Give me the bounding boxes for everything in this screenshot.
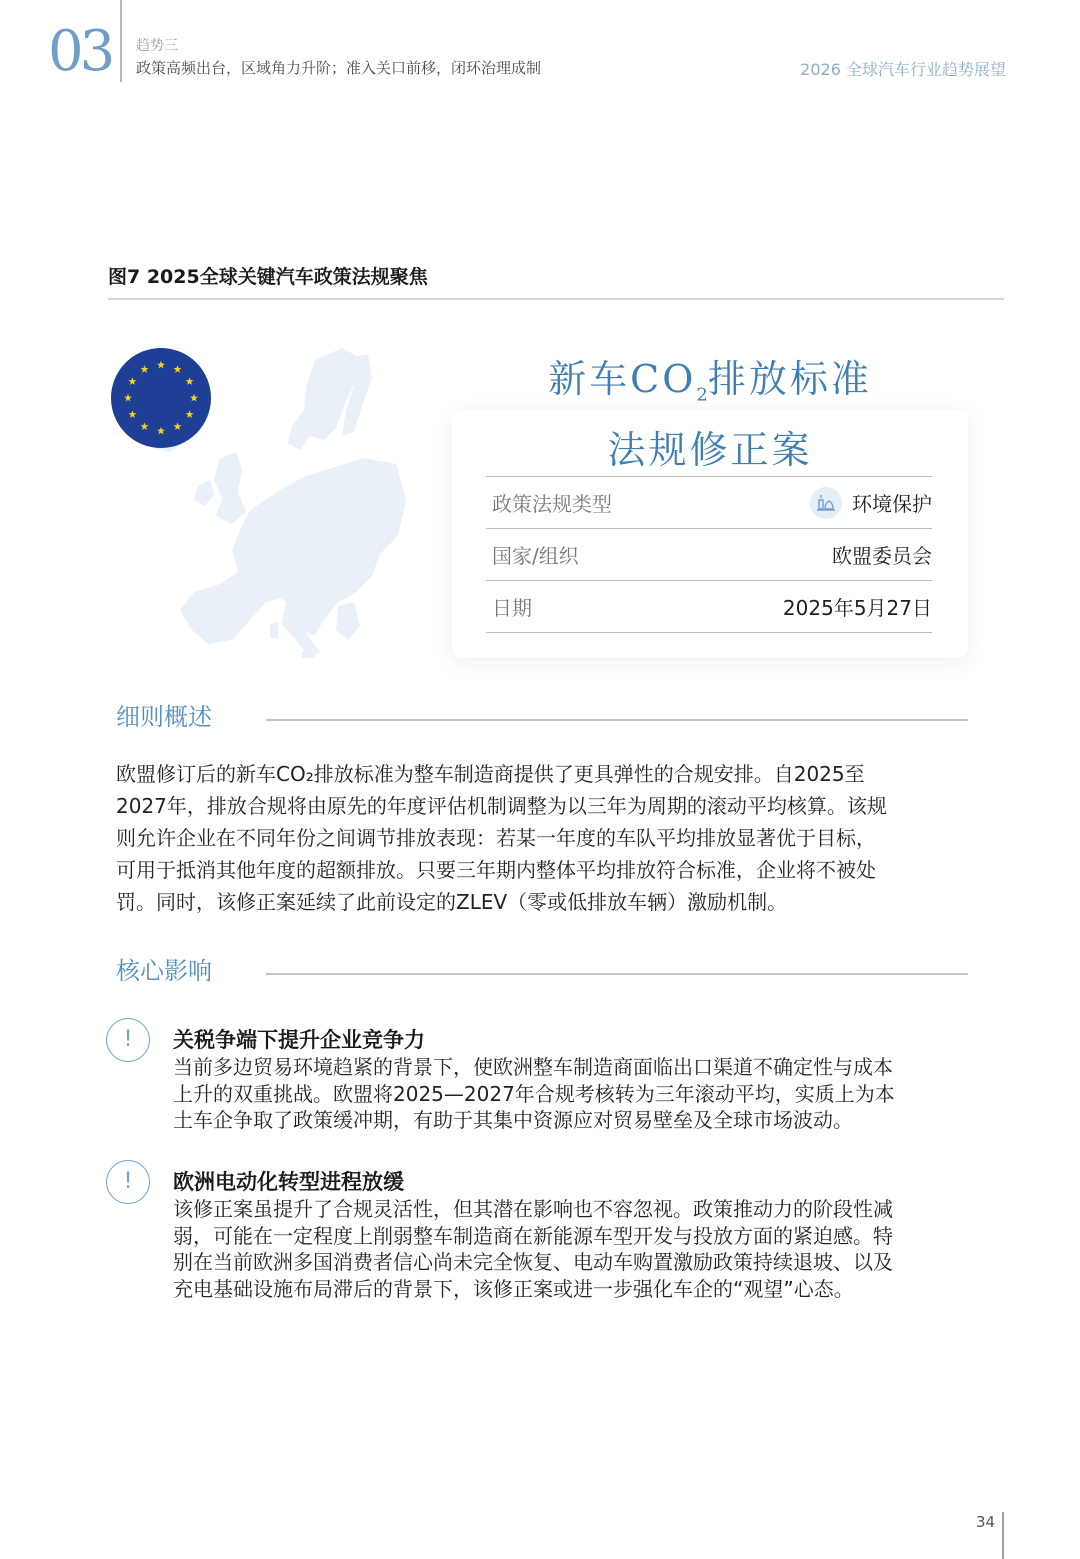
impact-line: 弱，可能在一定程度上削弱整车制造商在新能源车型开发与投放方面的紧迫感。特 (173, 1223, 893, 1248)
overview-line: 罚。同时，该修正案延续了此前设定的ZLEV（零或低排放车辆）激励机制。 (116, 890, 788, 914)
chapter-number: 03 (48, 19, 112, 84)
eu-stars (111, 348, 211, 448)
report-title-text: 全球汽车行业趋势展望 (845, 60, 1006, 79)
policy-title (452, 352, 968, 477)
trend-label: 趋势三 (136, 38, 178, 54)
info-row-country (486, 528, 932, 580)
eu-star (141, 422, 149, 430)
info-value: 欧盟委员会 (832, 544, 932, 568)
impact-heading: 关税争端下提升企业竞争力 (173, 1028, 425, 1052)
page-number: 34 (976, 1513, 996, 1531)
overview-line: 欧盟修订后的新车CO₂排放标准为整车制造商提供了更具弹性的合规安排。自2025至 (116, 762, 865, 786)
eu-star (174, 365, 182, 373)
overview-line: 则允许企业在不同年份之间调节排放表现：若某一年度的车队平均排放显著优于目标， (116, 826, 876, 850)
eu-star (186, 410, 194, 418)
eu-star (157, 427, 165, 435)
trend-title: 政策高频出台，区域角力升阶；准入关口前移，闭环治理成制 (136, 59, 542, 77)
report-year: 2026 (800, 60, 841, 79)
report-title (800, 57, 1006, 80)
page-number-divider (1002, 1512, 1004, 1559)
impact-item (106, 1018, 976, 1148)
figure-caption: 图7 2025全球关键汽车政策法规聚焦 (108, 266, 428, 288)
eu-star (190, 394, 198, 402)
eu-flag-icon (111, 348, 211, 448)
alert-icon: ! (106, 1018, 150, 1062)
overview-body (116, 758, 976, 918)
policy-title-line1: 新车$CO_2$排放标准 (548, 357, 872, 406)
impact-body (173, 1054, 973, 1134)
impact-item (106, 1160, 976, 1320)
policy-title-line2: 法规修正案 (607, 427, 813, 472)
impact-body (173, 1196, 973, 1302)
impact-line: 土车企争取了政策缓冲期，有助于其集中资源应对贸易壁垒及全球市场波动。 (173, 1108, 853, 1132)
alert-icon: ! (106, 1160, 150, 1204)
overview-title: 细则概述 (116, 703, 212, 731)
info-value (810, 487, 932, 519)
eu-star (186, 377, 194, 385)
header-divider (120, 0, 122, 82)
impact-divider (266, 973, 968, 975)
overview-line: 可用于抵消其他年度的超额排放。只要三年期内整体平均排放符合标准，企业将不被处 (116, 858, 876, 882)
overview-line: 2027年，排放合规将由原先的年度评估机制调整为以三年为周期的滚动平均核算。该规 (116, 794, 887, 818)
eu-star (157, 361, 165, 369)
eu-star (124, 394, 132, 402)
impact-line: 充电基础设施布局滞后的背景下，该修正案或进一步强化车企的“观望”心态。 (173, 1276, 854, 1301)
impact-line: 别在当前欧洲多国消费者信心尚未完全恢复、电动车购置激励政策持续退坡、以及 (173, 1250, 893, 1274)
impact-title: 核心影响 (116, 957, 212, 985)
eu-star (174, 422, 182, 430)
info-label: 国家/组织 (492, 544, 579, 568)
overview-divider (266, 719, 968, 721)
info-value: 2025年5月27日 (782, 596, 932, 620)
policy-info-table (486, 476, 932, 633)
impact-line: 该修正案虽提升了合规灵活性，但其潜在影响也不容忽视。政策推动力的阶段性减 (173, 1197, 893, 1221)
info-row-date (486, 580, 932, 633)
info-label: 日期 (492, 596, 532, 620)
environment-icon (810, 487, 842, 519)
figure-divider (108, 298, 1004, 300)
info-label: 政策法规类型 (492, 492, 612, 516)
info-row-type (486, 476, 932, 528)
eu-star (128, 410, 136, 418)
eu-star (128, 377, 136, 385)
impact-line: 上升的双重挑战。欧盟将2025—2027年合规考核转为三年滚动平均，实质上为本 (173, 1081, 895, 1106)
eu-star (141, 365, 149, 373)
impact-line: 当前多边贸易环境趋紧的背景下，使欧洲整车制造商面临出口渠道不确定性与成本 (173, 1055, 893, 1079)
impact-heading: 欧洲电动化转型进程放缓 (173, 1170, 404, 1194)
info-value-text: 环境保护 (852, 492, 932, 516)
